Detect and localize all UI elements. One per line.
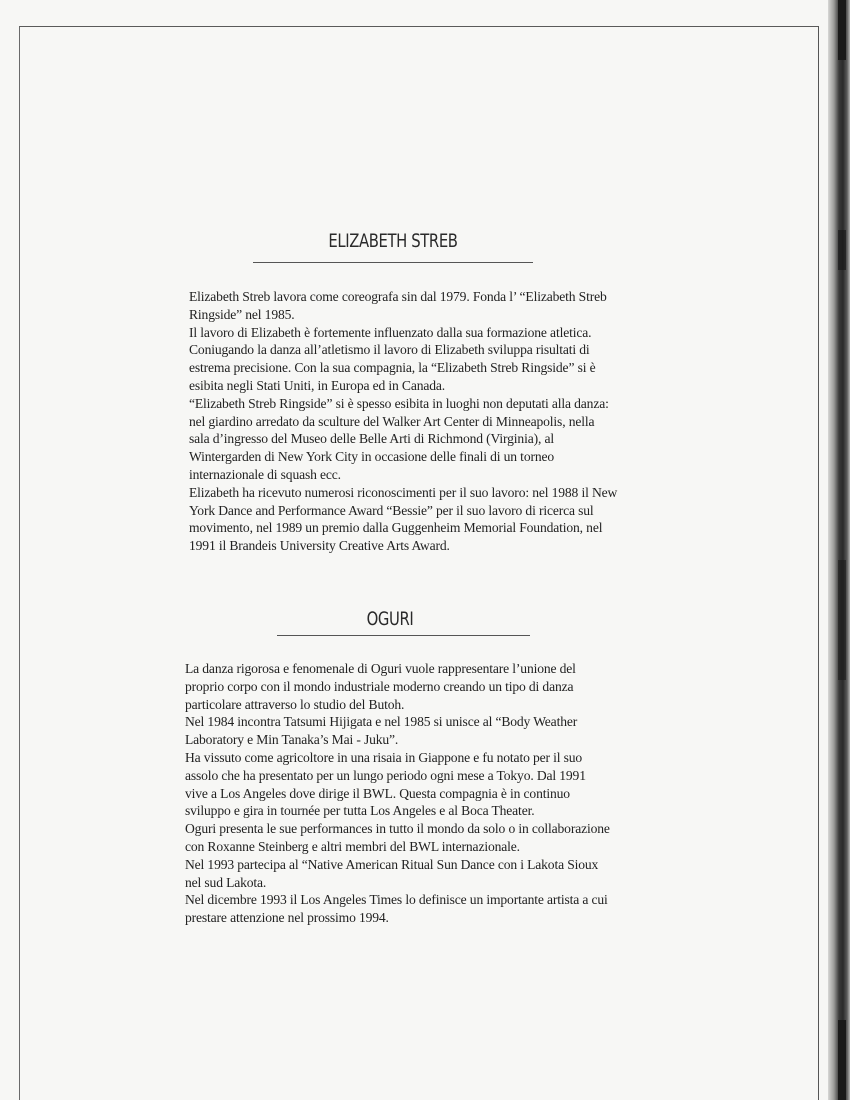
text-line: Wintergarden di New York City in occasione delle finali di un torneo <box>189 449 555 465</box>
text-line: Nel 1993 partecipa al “Native American Ritual Sun Dance con i Lakota Sioux <box>185 856 599 872</box>
text-line: nel sud Lakota. <box>185 874 267 890</box>
text-line: La danza rigorosa e fenomenale di Oguri vuole rappresentare l’unione del <box>185 661 576 676</box>
text-line: York Dance and Performance Award “Bessie” per il suo lavoro di ricerca sul <box>189 502 594 518</box>
text-line: nel giardino arredato da sculture del Walker Art Center di Minneapolis, nella <box>189 413 595 429</box>
title-rule <box>277 635 530 636</box>
binding-streak <box>838 0 846 60</box>
text-line: Ha vissuto come agricoltore in una risaia in Giappone e fu notato per il suo <box>185 749 583 765</box>
text-line: Nel 1984 incontra Tatsumi Hijigata e nel 1985 si unisce al “Body Weather <box>185 714 578 730</box>
text-line: proprio corpo con il mondo industriale moderno creando un tipo di danza <box>185 678 574 694</box>
text-line: vive a Los Angeles dove dirige il BWL. Questa compagnia è in continuo <box>185 785 570 801</box>
text-line: “Elizabeth Streb Ringside” si è spesso esibita in luoghi non deputati alla danza: <box>189 395 609 411</box>
section-title-oguri: OGURI <box>366 608 414 630</box>
binding-streak <box>838 1020 846 1100</box>
book-binding-edge <box>828 0 850 1100</box>
text-line: 1991 il Brandeis University Creative Arts Award. <box>189 538 450 554</box>
binding-streak <box>838 560 846 680</box>
text-line: particolare attraverso lo studio del Butoh. <box>185 696 405 712</box>
text-line: movimento, nel 1989 un premio dalla Guggenheim Memorial Foundation, nel <box>189 520 603 536</box>
text-line: Oguri presenta le sue performances in tutto il mondo da solo o in collaborazione <box>185 821 610 837</box>
section-title-elizabeth-streb: ELIZABETH STREB <box>328 230 458 252</box>
text-line: Il lavoro di Elizabeth è fortemente influenzato dalla sua formazione atletica. <box>189 324 592 340</box>
text-line: Coniugando la danza all’atletismo il lavoro di Elizabeth sviluppa risultati di <box>189 342 590 358</box>
text-line: Laboratory e Min Tanaka’s Mai - Juku”. <box>185 732 399 748</box>
binding-streak <box>838 230 846 270</box>
text-line: sviluppo e gira in tournée per tutta Los Angeles e al Boca Theater. <box>185 803 535 819</box>
text-line: Ringside” nel 1985. <box>189 306 295 322</box>
text-line: esibita negli Stati Uniti, in Europa ed in Canada. <box>189 377 446 393</box>
text-line: sala d’ingresso del Museo delle Belle Arti di Richmond (Virginia), al <box>189 431 554 447</box>
text-line: con Roxanne Steinberg e altri membri del BWL internazionale. <box>185 838 520 854</box>
text-line: Elizabeth ha ricevuto numerosi riconoscimenti per il suo lavoro: nel 1988 il New <box>189 484 618 500</box>
text-line: Elizabeth Streb lavora come coreografa sin dal 1979. Fonda l’ “Elizabeth Streb <box>189 289 607 304</box>
text-line: internazionale di squash ecc. <box>189 466 341 482</box>
page-frame <box>19 26 819 1100</box>
text-line: estrema precisione. Con la sua compagnia, la “Elizabeth Streb Ringside” si è <box>189 360 596 376</box>
text-line: Nel dicembre 1993 il Los Angeles Times lo definisce un importante artista a cui <box>185 892 608 908</box>
text-line: prestare attenzione nel prossimo 1994. <box>185 910 389 926</box>
section-body-elizabeth-streb <box>189 288 617 555</box>
text-line: assolo che ha presentato per un lungo periodo ogni mese a Tokyo. Dal 1991 <box>185 767 586 783</box>
title-rule <box>253 262 533 263</box>
section-body-oguri <box>185 660 610 927</box>
